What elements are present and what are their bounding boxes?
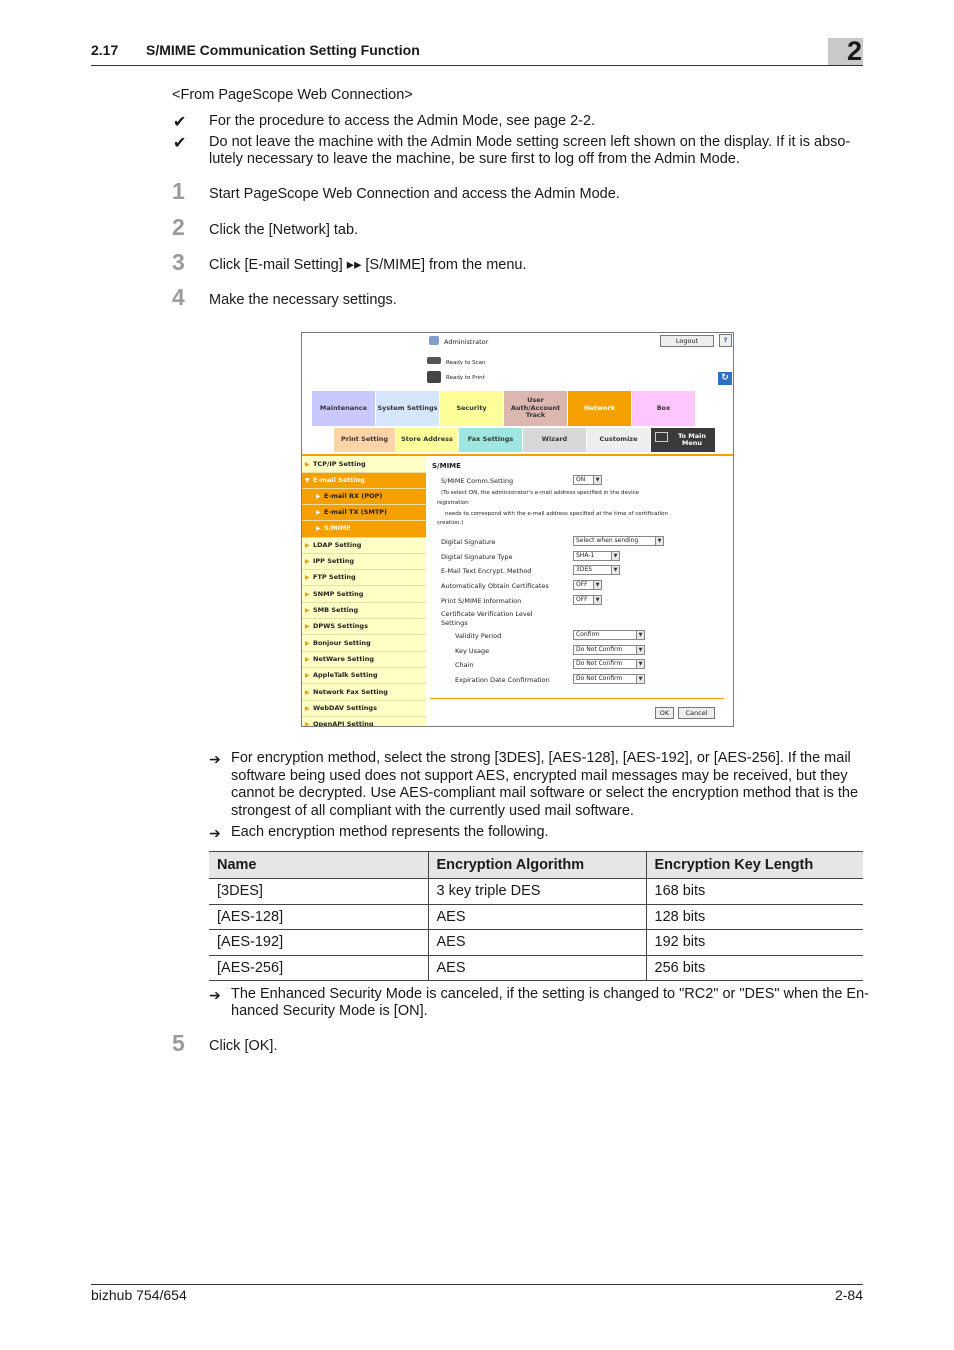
column-header: Name	[209, 852, 428, 879]
section-number: 2.17	[91, 42, 119, 58]
field-label: Chain	[455, 661, 474, 669]
step-text: Click the [Network] tab.	[209, 222, 359, 238]
validity-select[interactable]: Confirm ▼	[573, 630, 645, 640]
bullet-1-line-3: cannot be decrypted. Use AES-compliant mail software or select the encryption method that is the	[231, 785, 859, 801]
footer-model: bizhub 754/654	[91, 1287, 187, 1303]
note-2-cont: lutely necessary to leave the machine, be sure first to log off from the Admin Mode.	[209, 151, 740, 167]
table-row	[209, 879, 863, 905]
logout-button[interactable]: Logout	[660, 335, 714, 347]
step-number: 1	[172, 178, 185, 204]
menu-netware[interactable]: ▶ NetWare Setting	[302, 652, 426, 668]
intro-line: <From PageScope Web Connection>	[172, 87, 413, 103]
field-label: Expiration Date Confirmation	[455, 676, 550, 684]
note-1: For the procedure to access the Admin Mode, see page 2-2.	[209, 113, 596, 129]
menu-ldap[interactable]: ▶ LDAP Setting	[302, 538, 426, 554]
menu-email-rx[interactable]: ▶ E-mail RX (POP)	[302, 489, 426, 505]
menu-openapi[interactable]: ▶ OpenAPI Setting	[302, 717, 426, 727]
step-text: Click [OK].	[209, 1038, 278, 1054]
step-text: Start PageScope Web Connection and access the Admin Mode.	[209, 186, 620, 202]
web-connection-screenshot	[301, 332, 734, 727]
status-print: Ready to Print	[446, 375, 485, 381]
step-number: 5	[172, 1030, 185, 1056]
field-label: Automatically Obtain Certificates	[441, 582, 549, 590]
menu-webdav[interactable]: ▶ WebDAV Settings	[302, 701, 426, 717]
tab-to-main-menu[interactable]: To Main Menu	[651, 428, 715, 452]
check-icon: ✔	[173, 135, 187, 152]
column-header: Encryption Algorithm	[428, 852, 646, 879]
post-note-line-2: hanced Security Mode is [ON].	[231, 1003, 428, 1019]
table-cell: AES	[428, 904, 646, 930]
menu-ftp[interactable]: ▶ FTP Setting	[302, 570, 426, 586]
step-number: 3	[172, 249, 185, 275]
encryption-table	[209, 851, 863, 981]
chain-select[interactable]: Do Not Confirm ▼	[573, 659, 645, 669]
field-label: Digital Signature Type	[441, 553, 513, 561]
table-cell: [AES-128]	[209, 904, 428, 930]
admin-user-icon	[429, 336, 439, 345]
menu-snmp[interactable]: ▶ SNMP Setting	[302, 587, 426, 603]
bullet-1-line-1: For encryption method, select the strong [3DES], [AES-128], [AES-192], or [AES-256]. If the mail	[231, 750, 851, 766]
admin-user-label: Administrator	[444, 338, 489, 346]
tab-customize[interactable]: Customize	[587, 428, 650, 452]
menu-email-setting[interactable]: ▼ E-mail Setting	[302, 473, 426, 489]
field-label: Print S/MIME Information	[441, 597, 522, 605]
tab-system-settings[interactable]: System Settings	[376, 391, 439, 426]
tab-user-auth[interactable]: User Auth/Account Track	[504, 391, 567, 426]
field-label: Validity Period	[455, 632, 502, 640]
table-cell: AES	[428, 955, 646, 981]
signature-type-select[interactable]: SHA-1 ▼	[573, 551, 620, 561]
menu-appletalk[interactable]: ▶ AppleTalk Setting	[302, 668, 426, 684]
comm-note-3: needs to correspond with the e-mail address specified at the time of certification	[445, 511, 669, 517]
table-row	[209, 930, 863, 956]
menu-smb[interactable]: ▶ SMB Setting	[302, 603, 426, 619]
print-smime-select[interactable]: OFF ▼	[573, 595, 602, 605]
status-scan: Ready to Scan	[446, 360, 486, 366]
table-cell: AES	[428, 930, 646, 956]
field-label: E-Mail Text Encrypt. Method	[441, 567, 532, 575]
field-label: Digital Signature	[441, 538, 496, 546]
menu-email-tx[interactable]: ▶ E-mail TX (SMTP)	[302, 505, 426, 521]
menu-dpws[interactable]: ▶ DPWS Settings	[302, 619, 426, 635]
comm-setting-select[interactable]: ON ▼	[573, 475, 602, 485]
field-label: Key Usage	[455, 647, 490, 655]
table-row	[209, 904, 863, 930]
menu-ipp[interactable]: ▶ IPP Setting	[302, 554, 426, 570]
step-number: 2	[172, 214, 185, 240]
arrow-icon: ➔	[209, 825, 221, 841]
refresh-icon[interactable]: ↻	[718, 372, 732, 385]
tab-store-address[interactable]: Store Address	[396, 428, 458, 452]
main-menu-icon	[655, 432, 668, 442]
footer-rule	[91, 1284, 863, 1285]
comm-note-4: creation.)	[437, 520, 464, 526]
comm-note-2: registration	[437, 500, 469, 506]
table-cell: 128 bits	[646, 904, 863, 930]
tab-print-setting[interactable]: Print Setting	[334, 428, 395, 452]
menu-network-fax[interactable]: ▶ Network Fax Setting	[302, 685, 426, 701]
check-icon: ✔	[173, 114, 187, 131]
tab-maintenance[interactable]: Maintenance	[312, 391, 375, 426]
header-rule	[91, 65, 863, 66]
menu-tcpip[interactable]: ▶ TCP/IP Setting	[302, 457, 426, 473]
table-cell: [AES-256]	[209, 955, 428, 981]
table-cell: 3 key triple DES	[428, 879, 646, 905]
tab-fax-settings[interactable]: Fax Settings	[459, 428, 522, 452]
arrow-icon: ➔	[209, 751, 221, 767]
step-text: Click [E-mail Setting] ▸▸ [S/MIME] from the menu.	[209, 257, 527, 273]
menu-smime[interactable]: ▶ S/MIME	[302, 521, 426, 538]
cancel-button[interactable]: Cancel	[678, 707, 715, 719]
printer-icon	[427, 371, 441, 383]
table-cell: 256 bits	[646, 955, 863, 981]
key-usage-select[interactable]: Do Not Confirm ▼	[573, 645, 645, 655]
tab-box[interactable]: Box	[632, 391, 695, 426]
expiration-select[interactable]: Do Not Confirm ▼	[573, 674, 645, 684]
table-cell: [3DES]	[209, 879, 428, 905]
comm-note-1: (To select ON, the administrator's e-mail address specified in the device	[441, 490, 640, 496]
table-row	[209, 955, 863, 981]
table-cell: 168 bits	[646, 879, 863, 905]
tab-security[interactable]: Security	[440, 391, 503, 426]
note-2: Do not leave the machine with the Admin Mode setting screen left shown on the display. If it is abso-	[209, 134, 851, 150]
bullet-1-line-2: software being used does not support AES, encrypted mail messages may be received, but they	[231, 768, 848, 784]
panel-title: S/MIME	[432, 462, 461, 470]
help-button[interactable]: ?	[719, 334, 732, 347]
table-header-row	[209, 852, 863, 879]
step-number: 4	[172, 284, 185, 310]
scanner-icon	[427, 357, 441, 364]
panel-divider	[430, 698, 724, 699]
bullet-2: Each encryption method represents the following.	[231, 824, 549, 840]
table-cell: 192 bits	[646, 930, 863, 956]
cert-level-label: Certificate Verification Level	[441, 610, 533, 618]
post-note-line-1: The Enhanced Security Mode is canceled, if the setting is changed to "RC2" or "DES" when the En-	[231, 986, 869, 1002]
cert-level-label-2: Settings	[441, 619, 468, 627]
arrow-icon: ➔	[209, 987, 221, 1003]
step-text: Make the necessary settings.	[209, 292, 397, 308]
table-cell: [AES-192]	[209, 930, 428, 956]
footer-page-number: 2-84	[834, 1287, 863, 1303]
menu-bonjour[interactable]: ▶ Bonjour Setting	[302, 636, 426, 652]
digital-signature-select[interactable]: Select when sending ▼	[573, 536, 664, 546]
encrypt-method-select[interactable]: 3DES ▼	[573, 565, 620, 575]
auto-cert-select[interactable]: OFF ▼	[573, 580, 602, 590]
ok-button[interactable]: OK	[655, 707, 674, 719]
bullet-1-line-4: strongest of all compliant with the currently used mail software.	[231, 803, 634, 819]
chapter-number: 2	[846, 36, 862, 66]
section-title: S/MIME Communication Setting Function	[146, 42, 420, 58]
tab-network[interactable]: Network	[568, 391, 631, 426]
tab-wizard[interactable]: Wizard	[523, 428, 586, 452]
comm-setting-label: S/MIME Comm.Setting	[441, 477, 514, 485]
column-header: Encryption Key Length	[646, 852, 863, 879]
